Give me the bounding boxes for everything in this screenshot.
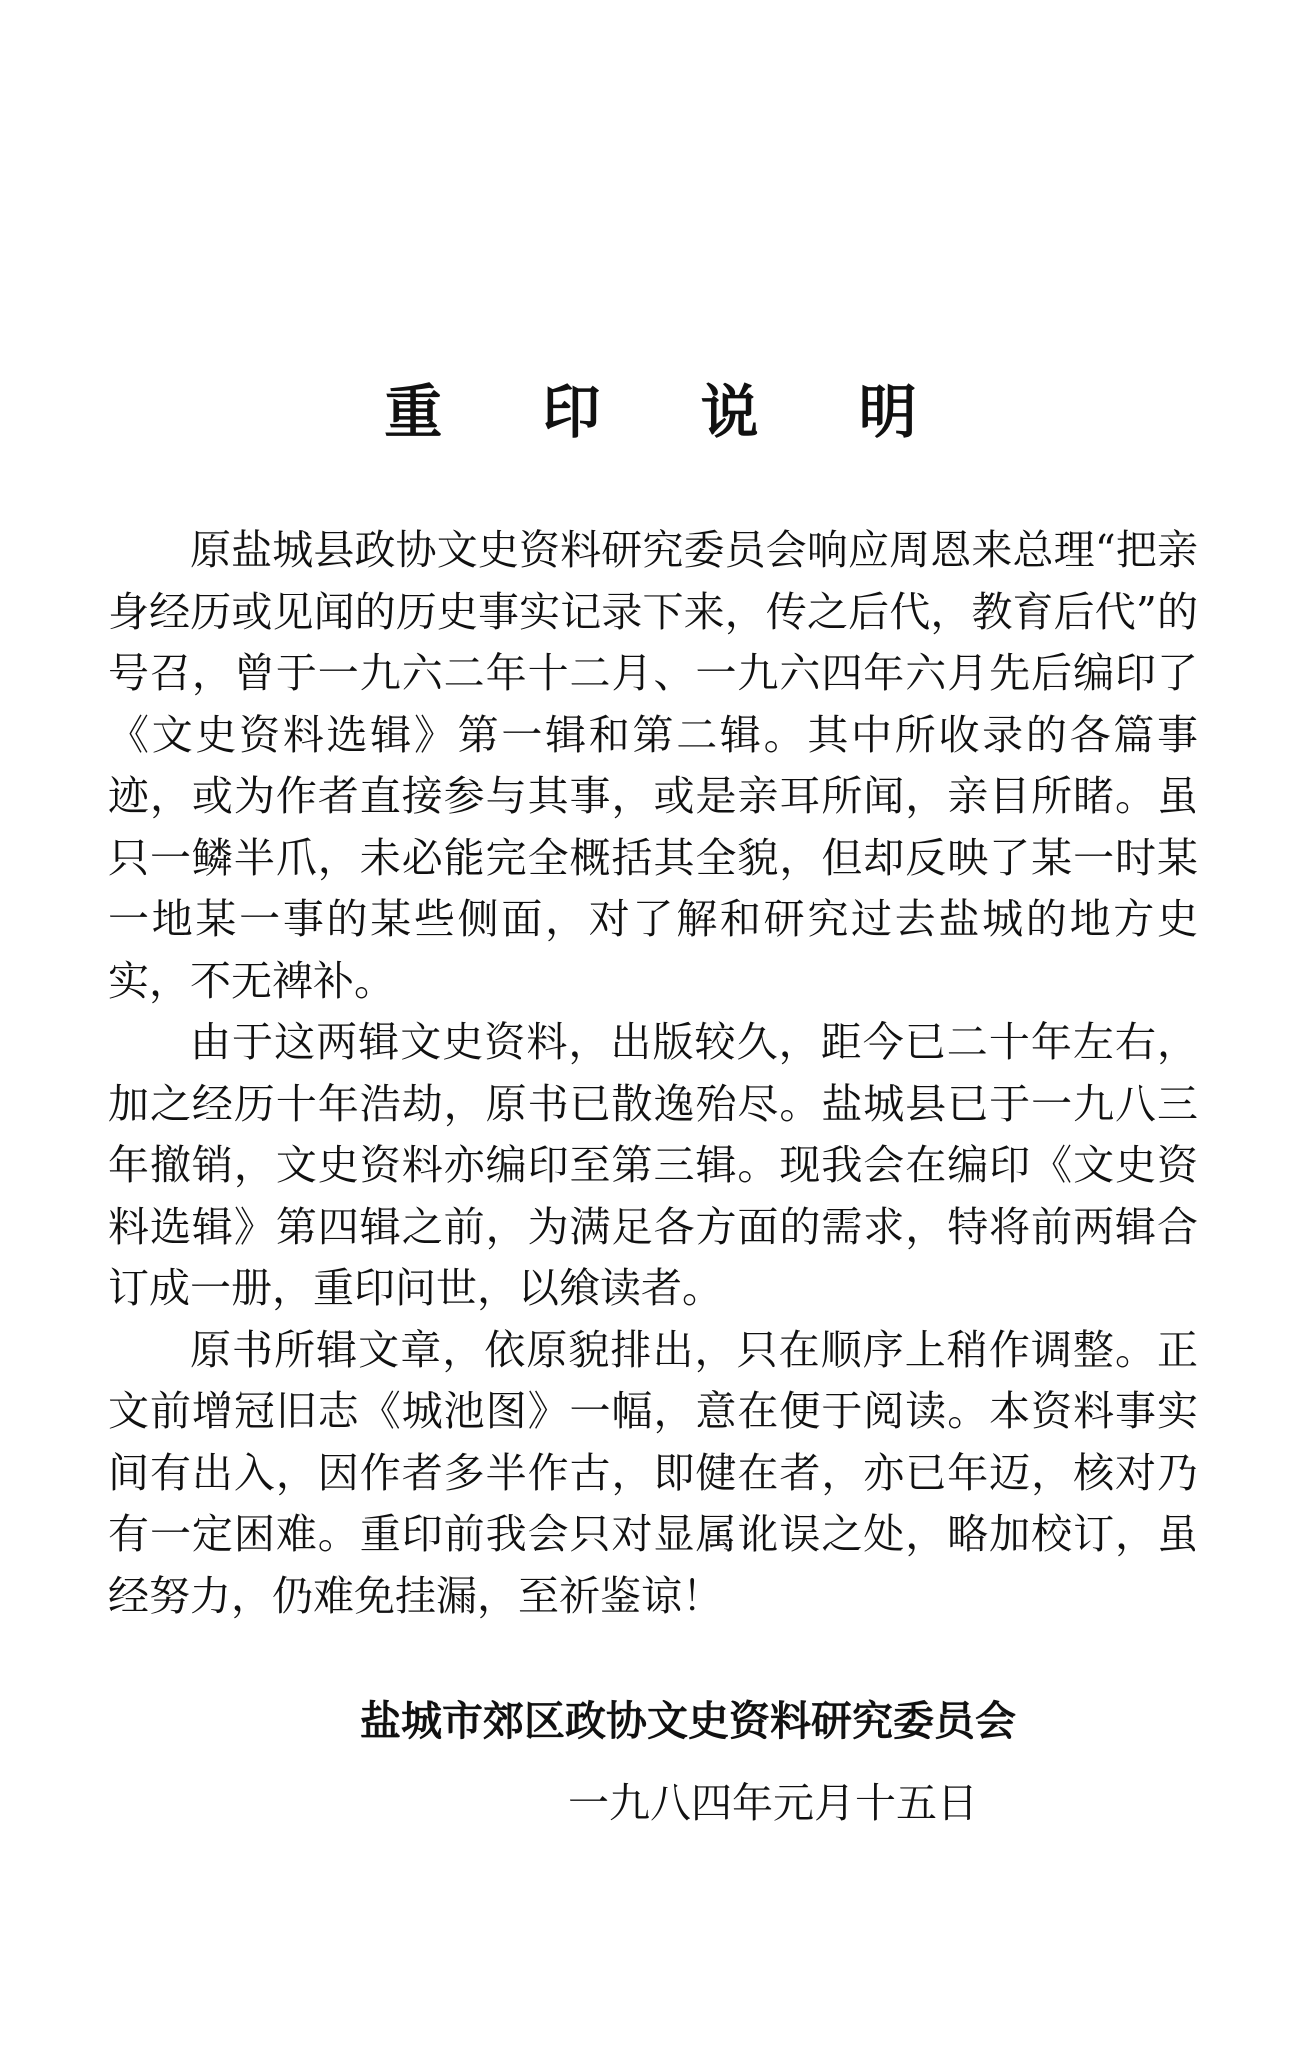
paragraph-2: 由于这两辑文史资料，出版较久，距今已二十年左右，加之经历十年浩劫，原书已散逸殆尽。盐城县已于一九八三年撤销，文史资料亦编印至第三辑。现我会在编印《文史资料选辑》第四辑之前，为满足各方面的需求，特将前两辑合订成一册，重印问世，以飨读者。 — [108, 1018, 1198, 1312]
signature-organization: 盐城市郊区政协文史资料研究委员会 — [360, 1697, 1016, 1745]
signature-date: 一九八四年元月十五日 — [568, 1779, 978, 1827]
paragraph-1: 原盐城县政协文史资料研究委员会响应周恩来总理“把亲身经历或见闻的历史事实记录下来，传之后代，教育后代”的号召，曾于一九六二年十二月、一九六四年六月先后编印了《文史资料选辑》第一辑和第二辑。其中所收录的各篇事迹，或为作者直接参与其事，或是亲耳所闻，亲目所睹。虽只一鳞半爪，未必能完全概括其全貌，但却反映了某一时某一地某一事的某些侧面，对了解和研究过去盐城的地方史实，不无裨补。 — [108, 526, 1198, 1005]
paragraph-3: 原书所辑文章，依原貌排出，只在顺序上稍作调整。正文前增冠旧志《城池图》一幅，意在便于阅读。本资料事实间有出入，因作者多半作古，即健在者，亦已年迈，核对乃有一定困难。重印前我会只对显属讹误之处，略加校订，虽经努力，仍难免挂漏，至祈鉴谅！ — [108, 1325, 1198, 1620]
body-text — [108, 520, 1198, 1627]
page-title: 重 印 说 明 — [384, 378, 957, 446]
